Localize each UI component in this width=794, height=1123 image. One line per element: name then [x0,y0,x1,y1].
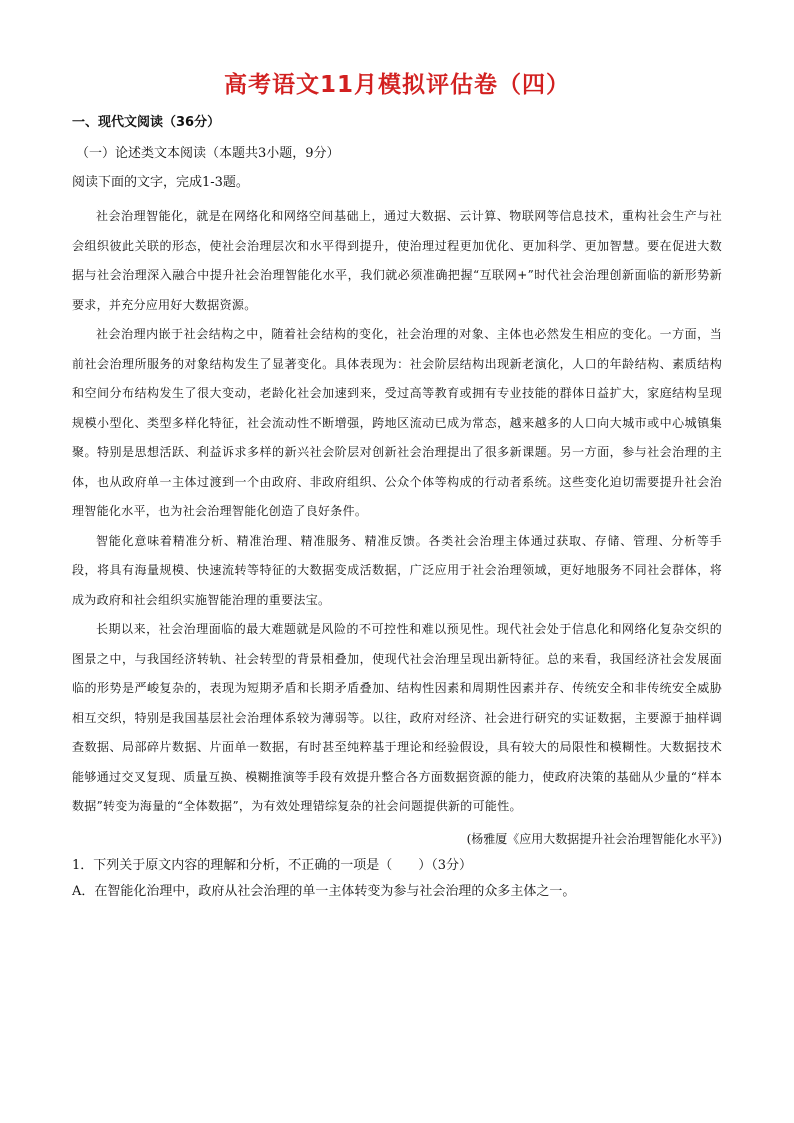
passage-paragraph-1: 社会治理智能化，就是在网络化和网络空间基础上，通过大数据、云计算、物联网等信息技术，重构社会生产与社会组织彼此关联的形态，使社会治理层次和水平得到提升，使治理过程更加优化、更加科学、更加智慧。要在促进大数据与社会治理深入融合中提升社会治理智能化水平，我们就必须准确把握“互联网+”时代社会治理创新面临的新形势新要求，并充分应用好大数据资源。 [72,209,722,312]
section-heading: 一、现代文阅读（36分） [72,115,221,130]
page-title: 高考语文11月模拟评估卷（四） [223,72,570,98]
question-1: 1．下列关于原文内容的理解和分析，不正确的一项是（ ）（3分） [72,857,473,873]
passage-paragraph-4: 长期以来，社会治理面临的最大难题就是风险的不可控性和难以预见性。现代社会处于信息化和网络化复杂交织的图景之中，与我国经济转轨、社会转型的背景相叠加，使现代社会治理呈现出新特征。总的来看，我国经济社会发展面临的形势是严峻复杂的，表现为短期矛盾和长期矛盾叠加、结构性因素和周期性因素并存、传统安全和非传统安全威胁相互交织，特别是我国基层社会治理体系较为薄弱等。以往，政府对经济、社会进行研究的实证数据，主要源于抽样调查数据、局部碎片数据、片面单一数据，有时甚至纯粹基于理论和经验假设，具有较大的局限性和模糊性。大数据技术能够通过交叉复现、质量互换、模糊推演等手段有效提升整合各方面数据资源的能力，使政府决策的基础从少量的“样本数据”转变为海量的“全体数据”，为有效处理错综复杂的社会问题提供新的可能性。 [72,622,722,813]
question-1-option-a: A．在智能化治理中，政府从社会治理的单一主体转变为参与社会治理的众多主体之一。 [72,883,576,899]
passage-source: (杨雅厦《应用大数据提升社会治理智能化水平》) [466,831,722,846]
subsection-heading: （一）论述类文本阅读（本题共3小题，9分） [76,146,340,161]
passage-paragraph-3: 智能化意味着精准分析、精准治理、精准服务、精准反馈。各类社会治理主体通过获取、存储、管理、分析等手段，将具有海量规模、快速流转等特征的大数据变成活数据，广泛应用于社会治理领域，更好地服务不同社会群体，将成为政府和社会组织实施智能治理的重要法宝。 [72,533,722,607]
reading-instruction: 阅读下面的文字，完成1-3题。 [72,175,249,190]
passage-paragraph-2: 社会治理内嵌于社会结构之中，随着社会结构的变化，社会治理的对象、主体也必然发生相应的变化。一方面，当前社会治理所服务的对象结构发生了显著变化。具体表现为：社会阶层结构出现新老演化，人口的年龄结构、素质结构和空间分布结构发生了很大变动，老龄化社会加速到来，受过高等教育或拥有专业技能的群体日益扩大，家庭结构呈现规模小型化、类型多样化特征，社会流动性不断增强，跨地区流动已成为常态，越来越多的人口向大城市或中心城镇集聚。特别是思想活跃、利益诉求多样的新兴社会阶层对创新社会治理提出了很多新课题。另一方面，参与社会治理的主体，也从政府单一主体过渡到一个由政府、非政府组织、公众个体等构成的行动者系统。这些变化迫切需要提升社会治理智能化水平，也为社会治理智能化创造了良好条件。 [72,327,722,518]
